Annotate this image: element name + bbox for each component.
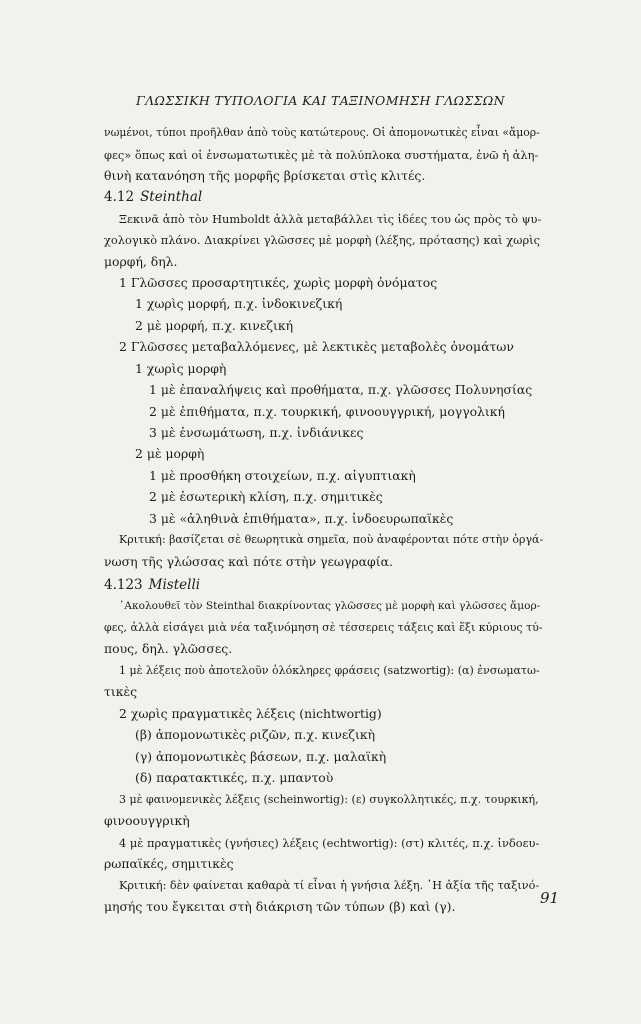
text-line: Κριτική: δὲν φαίνεται καθαρὰ τί εἶναι ἡ γνήσια λέξη. ῾Η ἀξία τῆς ταξινό- bbox=[119, 879, 540, 892]
page-number: 91 bbox=[540, 889, 560, 907]
list-item: 2 χωρὶς πραγματικὲς λέξεις (nichtwortig) bbox=[119, 706, 382, 721]
section-number: 4.123 bbox=[104, 577, 143, 593]
list-item: 2 μὲ ἐπιθήματα, π.χ. τουρκική, φινοουγγρική, μογγολική bbox=[149, 404, 505, 419]
section-number: 4.12 bbox=[104, 189, 135, 205]
list-item: (β) ἀπομονωτικὲς ριζῶν, π.χ. κινεζικὴ bbox=[135, 727, 376, 742]
text-line: θινὴ κατανόηση τῆς μορφῆς βρίσκεται στὶς κλιτές. bbox=[104, 168, 426, 183]
section-name: Steinthal bbox=[140, 189, 203, 205]
text-line: φινοουγγρικὴ bbox=[104, 813, 190, 828]
text-line: πους, δηλ. γλῶσσες. bbox=[104, 641, 233, 656]
text-line: φες» ὅπως καὶ οἱ ἐνσωματωτικὲς μὲ τὰ πολύπλοκα συστήματα, ἐνῶ ἡ ἀλη- bbox=[104, 148, 539, 162]
list-item: 1 χωρὶς μορφὴ bbox=[135, 361, 227, 376]
list-item: 3 μὲ φαινομενικὲς λέξεις (scheinwortig): (ε) συγκολλητικές, π.χ. τουρκική, bbox=[119, 793, 539, 806]
running-header: ΓΛΩΣΣΙΚΗ ΤΥΠΟΛΟΓΙΑ ΚΑΙ ΤΑΞΙΝΟΜΗΣΗ ΓΛΩΣΣΩΝ bbox=[136, 93, 505, 108]
text-line: ρωπαϊκές, σημιτικὲς bbox=[104, 856, 234, 871]
text-line: τικὲς bbox=[104, 684, 138, 699]
text-line: Κριτική: βασίζεται σὲ θεωρητικὰ σημεῖα, ποὺ ἀναφέρονται πότε στὴν ὀργά- bbox=[119, 533, 544, 546]
text-line: μησής του ἔγκειται στὴ διάκριση τῶν τύπων (β) καὶ (γ). bbox=[104, 899, 456, 914]
list-item: 1 μὲ προσθήκη στοιχείων, π.χ. αἰγυπτιακὴ bbox=[149, 468, 416, 483]
list-item: 3 μὲ ἐνσωμάτωση, π.χ. ἰνδιάνικες bbox=[149, 425, 364, 440]
list-item: 2 μὲ μορφή, π.χ. κινεζική bbox=[135, 318, 293, 333]
text-line: νωση τῆς γλώσσας καὶ πότε στὴν γεωγραφία. bbox=[104, 554, 393, 569]
list-item: 2 Γλῶσσες μεταβαλλόμενες, μὲ λεκτικὲς μεταβολὲς ὀνομάτων bbox=[119, 339, 514, 354]
list-item: 2 μὲ ἐσωτερικὴ κλίση, π.χ. σημιτικὲς bbox=[149, 489, 383, 504]
text-line: μορφή, δηλ. bbox=[104, 254, 178, 269]
text-line: φες, ἀλλὰ εἰσάγει μιὰ νέα ταξινόμηση σὲ τέσσερεις τάξεις καὶ ἕξι κύριους τύ- bbox=[104, 621, 543, 634]
list-item: (γ) ἀπομονωτικὲς βάσεων, π.χ. μαλαϊκὴ bbox=[135, 749, 387, 764]
list-item: 3 μὲ «ἀληθινὰ ἐπιθήματα», π.χ. ἰνδοευρωπαϊκὲς bbox=[149, 511, 454, 526]
list-item: 4 μὲ πραγματικὲς (γνήσιες) λέξεις (echtwortig): (στ) κλιτές, π.χ. ἰνδοευ- bbox=[119, 836, 540, 850]
list-item: 1 χωρὶς μορφή, π.χ. ἰνδοκινεζική bbox=[135, 296, 343, 311]
section-name: Mistelli bbox=[148, 577, 201, 593]
section-heading-mistelli bbox=[104, 577, 200, 593]
list-item: 2 μὲ μορφὴ bbox=[135, 446, 205, 461]
list-item: (δ) παρατακτικές, π.χ. μπαντοὺ bbox=[135, 770, 334, 785]
list-item: 1 Γλῶσσες προσαρτητικές, χωρὶς μορφὴ ὀνόματος bbox=[119, 275, 438, 290]
text-line: χολογικὸ πλάνο. Διακρίνει γλῶσσες μὲ μορφὴ (λέξης, πρότασης) καὶ χωρὶς bbox=[104, 233, 540, 247]
text-line: ᾿Ακολουθεῖ τὸν Steinthal διακρίνοντας γλῶσσες μὲ μορφὴ καὶ γλῶσσες ἄμορ- bbox=[119, 600, 541, 612]
section-heading-steinthal bbox=[104, 189, 202, 205]
list-item: 1 μὲ λέξεις ποὺ ἀποτελοῦν ὁλόκληρες φράσεις (satzwortig): (α) ἐνσωματω- bbox=[119, 664, 540, 677]
text-line: Ξεκινᾶ ἀπὸ τὸν Humboldt ἀλλὰ μεταβάλλει τὶς ἰδέες του ὡς πρὸς τὸ ψυ- bbox=[119, 212, 542, 226]
text-line: νωμένοι, τύποι προῆλθαν ἀπὸ τοὺς κατώτερους. Οἱ ἀπομονωτικὲς εἶναι «ἄμορ- bbox=[104, 126, 540, 139]
list-item: 1 μὲ ἐπαναλήψεις καὶ προθήματα, π.χ. γλῶσσες Πολυνησίας bbox=[149, 382, 533, 397]
